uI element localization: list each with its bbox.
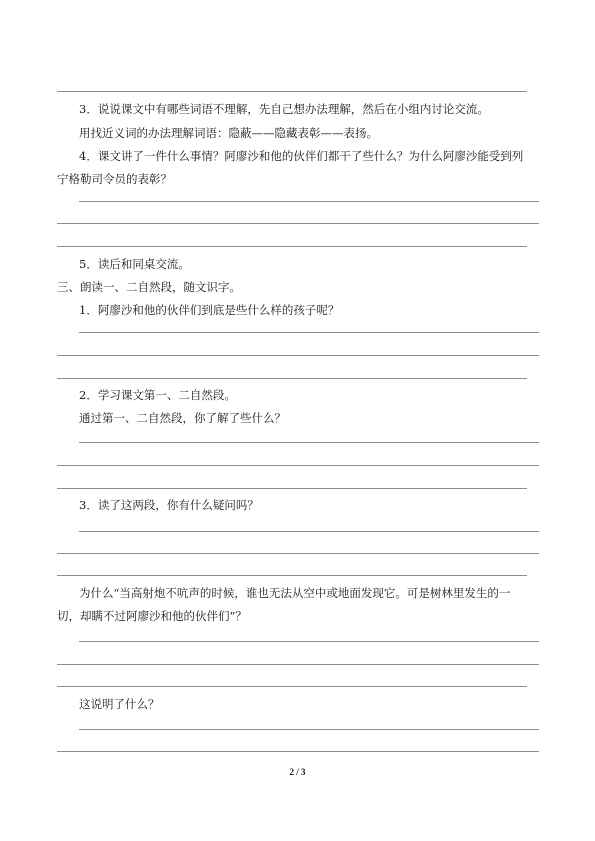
question-5: 5．读后和同桌交流。 xyxy=(79,257,190,271)
section-3-q1: 1．阿廖沙和他的伙伴们到底是些什么样的孩子呢？ xyxy=(79,303,340,317)
answer-line xyxy=(57,575,527,576)
answer-line xyxy=(57,488,527,489)
section-3-q2-sub: 通过第一、二自然段，你了解了些什么？ xyxy=(79,411,286,425)
why-question-line1: 为什么“当高射炮不吭声的时候，谁也无法从空中或地面发现它。可是树林里发生的一 xyxy=(79,586,511,600)
answer-line xyxy=(79,531,539,532)
answer-line xyxy=(57,355,539,356)
explain-question: 这说明了什么？ xyxy=(79,697,160,711)
section-3-q2: 2．学习课文第一、二自然段。 xyxy=(79,388,236,402)
question-4-line2: 宁格勒司令员的表彰？ xyxy=(57,172,172,186)
answer-line xyxy=(57,91,527,92)
answer-line xyxy=(57,686,527,687)
question-4-line1: 4．课文讲了一件什么事情？阿廖沙和他的伙伴们都干了些什么？为什么阿廖沙能受到列 xyxy=(79,149,524,163)
question-3: 3．说说课文中有哪些词语不理解，先自己想办法理解，然后在小组内讨论交流。 xyxy=(79,102,489,116)
answer-line xyxy=(57,246,527,247)
answer-line xyxy=(57,553,539,554)
why-question-line2: 切，却瞒不过阿廖沙和他的伙伴们”？ xyxy=(57,609,247,623)
answer-line xyxy=(57,223,539,224)
answer-line xyxy=(79,641,539,642)
section-3-heading: 三、朗读一、二自然段，随文识字。 xyxy=(57,280,241,294)
section-3-q3: 3．读了这两段，你有什么疑问吗？ xyxy=(79,498,259,512)
answer-line xyxy=(79,442,539,443)
answer-line xyxy=(79,201,539,202)
answer-line xyxy=(79,332,539,333)
answer-line xyxy=(57,378,527,379)
answer-line xyxy=(57,664,539,665)
answer-line xyxy=(57,751,539,752)
answer-line xyxy=(57,465,539,466)
answer-line xyxy=(79,729,539,730)
page-number: 2 / 3 xyxy=(289,767,306,777)
question-3-sub: 用找近义词的办法理解词语：隐蔽——隐藏表彰——表扬。 xyxy=(79,126,378,140)
